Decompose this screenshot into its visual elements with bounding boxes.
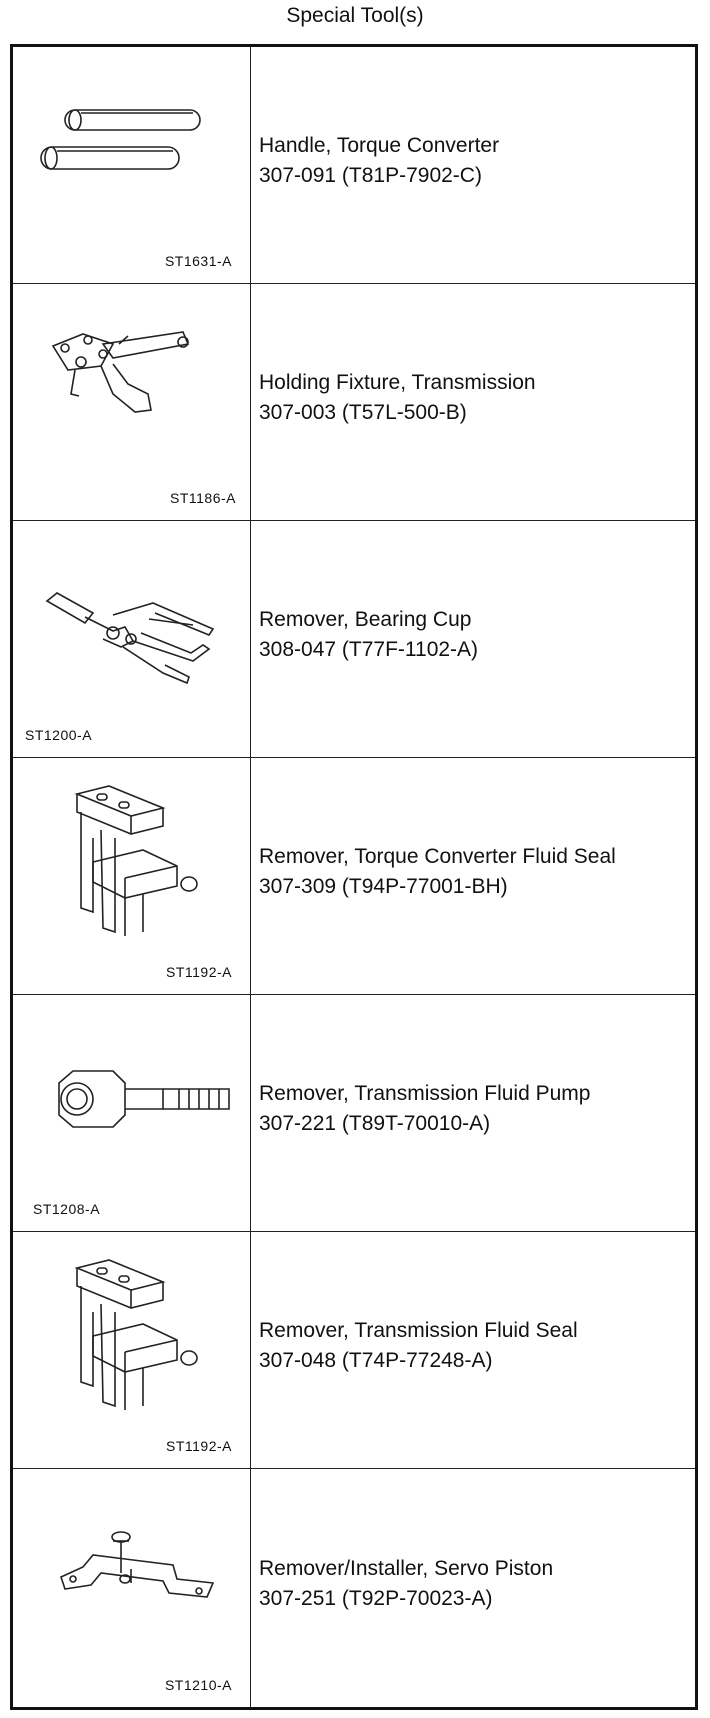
tool-description xyxy=(259,758,695,994)
tool-number: 307-091 (T81P-7902-C) xyxy=(259,164,482,187)
pump-remover-icon xyxy=(13,995,249,1231)
tool-code: ST1200-A xyxy=(25,727,93,743)
tool-code: ST1208-A xyxy=(33,1201,101,1217)
table-row xyxy=(13,758,695,995)
table-row xyxy=(13,1232,695,1469)
tool-number: 307-003 (T57L-500-B) xyxy=(259,401,467,424)
tool-name: Holding Fixture, Transmission xyxy=(259,371,536,394)
tool-image-cell xyxy=(13,1469,251,1707)
seal-remover-icon xyxy=(13,758,249,994)
tool-image-cell xyxy=(13,995,251,1231)
tool-number: 307-251 (T92P-70023-A) xyxy=(259,1587,493,1610)
tool-image-cell xyxy=(13,521,251,757)
table-row xyxy=(13,1469,695,1707)
tool-name: Remover, Transmission Fluid Pump xyxy=(259,1082,591,1105)
tool-number: 307-221 (T89T-70010-A) xyxy=(259,1112,491,1135)
bearing-cup-remover-icon xyxy=(13,521,249,757)
table-row xyxy=(13,521,695,758)
table-row xyxy=(13,47,695,284)
tool-code: ST1186-A xyxy=(170,490,236,506)
tool-description xyxy=(259,1469,695,1707)
tool-name: Remover, Torque Converter Fluid Seal xyxy=(259,845,616,868)
servo-piston-tool-icon xyxy=(13,1469,249,1705)
tool-image-cell xyxy=(13,758,251,994)
tool-image-cell xyxy=(13,1232,251,1468)
tool-image-cell xyxy=(13,284,251,520)
tool-number: 307-048 (T74P-77248-A) xyxy=(259,1349,493,1372)
seal-remover-icon xyxy=(13,1232,249,1468)
tool-description xyxy=(259,995,695,1231)
tool-name: Remover/Installer, Servo Piston xyxy=(259,1557,554,1580)
tool-description xyxy=(259,47,695,283)
tool-number: 307-309 (T94P-77001-BH) xyxy=(259,875,508,898)
tool-name: Remover, Transmission Fluid Seal xyxy=(259,1319,578,1342)
special-tools-table xyxy=(10,44,698,1710)
table-row xyxy=(13,284,695,521)
tool-description xyxy=(259,521,695,757)
tool-number: 308-047 (T77F-1102-A) xyxy=(259,638,479,661)
holding-fixture-icon xyxy=(13,284,249,520)
tool-code: ST1210-A xyxy=(164,1677,232,1693)
tool-code: ST1192-A xyxy=(166,1438,232,1454)
page-title: Special Tool(s) xyxy=(286,4,424,27)
tool-code: ST1192-A xyxy=(166,964,232,980)
table-row xyxy=(13,995,695,1232)
tool-description xyxy=(259,1232,695,1468)
handle-tubes-icon xyxy=(13,47,249,283)
tool-image-cell xyxy=(13,47,251,283)
tool-code: ST1631-A xyxy=(164,253,232,269)
tool-description xyxy=(259,284,695,520)
tool-name: Remover, Bearing Cup xyxy=(259,608,472,631)
tool-name: Handle, Torque Converter xyxy=(259,134,500,157)
